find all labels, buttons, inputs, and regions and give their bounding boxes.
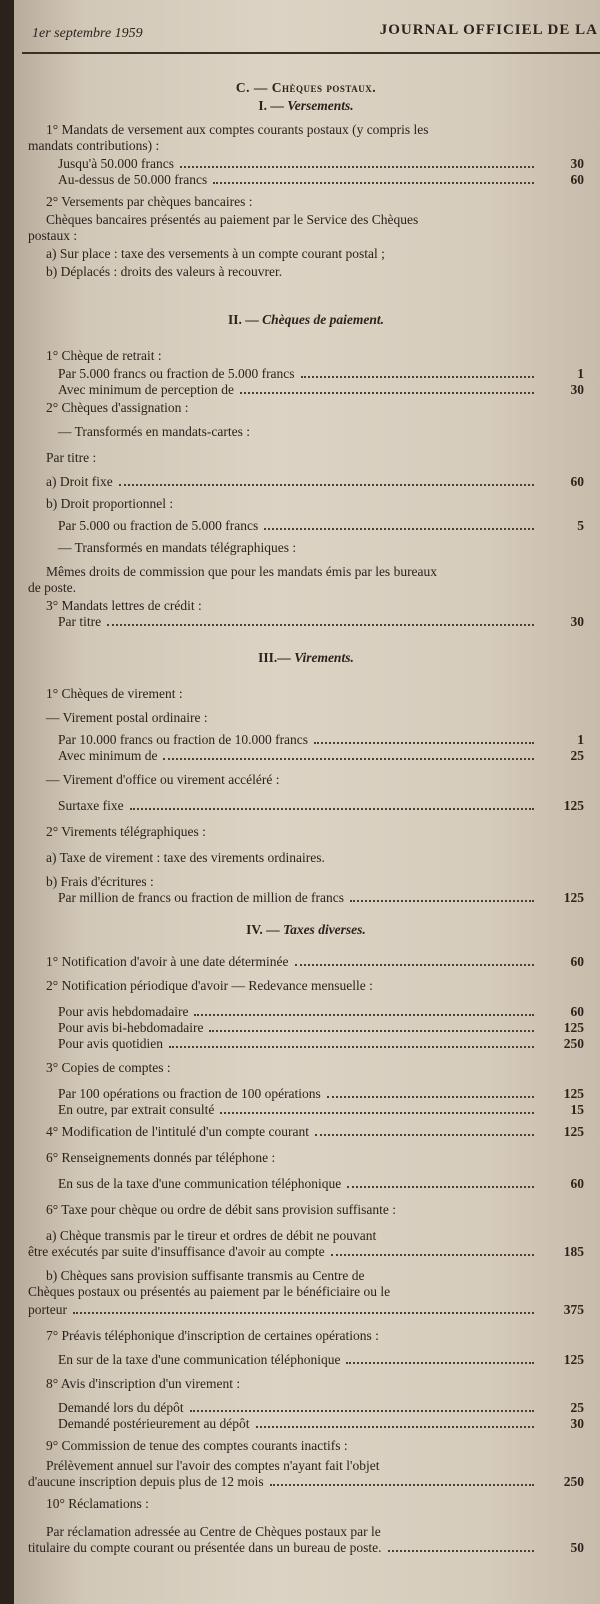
- tariff-entry: Demandé lors du dépôt 25: [58, 1400, 584, 1415]
- tariff-value: 15: [570, 1102, 584, 1117]
- tariff-value: 30: [570, 614, 584, 629]
- tariff-entry: En sus de la taxe d'une communication téléphonique 60: [58, 1176, 584, 1191]
- tariff-entry: Par 5.000 ou fraction de 5.000 francs 5: [58, 518, 584, 533]
- text-line: b) Frais d'écritures :: [46, 874, 154, 889]
- tariff-value: 30: [570, 382, 584, 397]
- tariff-entry: Demandé postérieurement au dépôt 30: [58, 1416, 584, 1431]
- text-line: 7° Préavis téléphonique d'inscription de certaines opérations :: [46, 1328, 379, 1343]
- tariff-value: 250: [563, 1036, 584, 1051]
- text-line: Chèques postaux ou présentés au paiement par le bénéficiaire ou le: [28, 1284, 391, 1299]
- tariff-entry: Avec minimum de 25: [58, 748, 584, 763]
- tariff-value: 125: [563, 1020, 584, 1035]
- text-line: 1° Mandats de versement aux comptes courants postaux (y compris les: [46, 122, 429, 137]
- section-heading-taxes-diverses: IV. — Taxes diverses.: [246, 922, 366, 937]
- tariff-value: 125: [563, 1086, 584, 1101]
- text-line: b) Chèques sans provision suffisante transmis au Centre de: [46, 1268, 365, 1283]
- header-journal-title: JOURNAL OFFICIEL DE LA: [379, 22, 598, 38]
- tariff-value: 60: [570, 474, 584, 489]
- text-line: b) Droit proportionnel :: [46, 496, 174, 511]
- tariff-entry: Par 10.000 francs ou fraction de 10.000 francs 1: [58, 732, 584, 747]
- text-line: b) Déplacés : droits des valeurs à recouvrer.: [46, 264, 283, 279]
- tariff-value: 60: [570, 1176, 584, 1191]
- tariff-value: 125: [563, 798, 584, 813]
- tariff-entry: Pour avis bi-hebdomadaire 125: [58, 1020, 584, 1035]
- section-heading-cheques-paiement: II. — Chèques de paiement.: [227, 312, 384, 327]
- tariff-value: 60: [570, 172, 584, 187]
- text-line: 2° Notification périodique d'avoir — Redevance mensuelle :: [46, 978, 373, 993]
- tariff-value: 375: [563, 1302, 584, 1317]
- text-line: 10° Réclamations :: [46, 1496, 149, 1511]
- text-line: 2° Chèques d'assignation :: [46, 400, 189, 415]
- text-line: 1° Chèque de retrait :: [46, 348, 162, 363]
- tariff-value: 30: [570, 156, 584, 171]
- text-line: a) Sur place : taxe des versements à un compte courant postal ;: [46, 246, 385, 261]
- tariff-entry: d'aucune inscription depuis plus de 12 mois 250: [28, 1474, 584, 1489]
- tariff-entry: En outre, par extrait consulté 15: [58, 1102, 584, 1117]
- tariff-value: 60: [570, 954, 584, 969]
- text-line: 6° Taxe pour chèque ou ordre de débit sans provision suffisante :: [46, 1202, 396, 1217]
- text-line: — Virement postal ordinaire :: [46, 710, 208, 725]
- text-line: a) Chèque transmis par le tireur et ordres de débit ne pouvant: [46, 1228, 377, 1243]
- text-line: 2° Virements télégraphiques :: [46, 824, 206, 839]
- header-date: 1er septembre 1959: [32, 26, 143, 41]
- tariff-value: 1: [577, 732, 584, 747]
- tariff-entry: être exécutés par suite d'insuffisance d'avoir au compte 185: [28, 1244, 584, 1259]
- tariff-value: 50: [570, 1540, 584, 1555]
- tariff-value: 60: [570, 1004, 584, 1019]
- tariff-value: 250: [563, 1474, 584, 1489]
- header-rule: [22, 52, 600, 54]
- tariff-value: 125: [563, 1352, 584, 1367]
- tariff-entry: Par titre 30: [58, 614, 584, 629]
- text-line: 1° Chèques de virement :: [46, 686, 183, 701]
- tariff-entry: Avec minimum de perception de 30: [58, 382, 584, 397]
- tariff-entry: Au-dessus de 50.000 francs 60: [58, 172, 584, 187]
- tariff-entry: 4° Modification de l'intitulé d'un compte courant 125: [46, 1124, 584, 1139]
- section-heading-virements: III.— Virements.: [258, 650, 354, 665]
- text-line: Chèques bancaires présentés au paiement par le Service des Chèques: [46, 212, 419, 227]
- text-line: — Transformés en mandats télégraphiques :: [58, 540, 297, 555]
- text-line: a) Taxe de virement : taxe des virements ordinaires.: [46, 850, 325, 865]
- text-line: 3° Copies de comptes :: [46, 1060, 171, 1075]
- text-line: Mêmes droits de commission que pour les mandats émis par les bureaux: [46, 564, 438, 579]
- document-page: [14, 0, 600, 1604]
- tariff-entry: Par million de francs ou fraction de million de francs 125: [58, 890, 584, 905]
- tariff-value: 5: [577, 518, 584, 533]
- text-line: 8° Avis d'inscription d'un virement :: [46, 1376, 241, 1391]
- tariff-entry: Pour avis quotidien 250: [58, 1036, 584, 1051]
- tariff-entry: Jusqu'à 50.000 francs 30: [58, 156, 584, 171]
- tariff-value: 25: [570, 748, 584, 763]
- text-line: Par réclamation adressée au Centre de Chèques postaux par le: [46, 1524, 381, 1539]
- tariff-entry: Par 100 opérations ou fraction de 100 opérations 125: [58, 1086, 584, 1101]
- text-line: de poste.: [28, 580, 76, 595]
- tariff-entry: porteur 375: [28, 1302, 584, 1317]
- text-line: 6° Renseignements donnés par téléphone :: [46, 1150, 276, 1165]
- text-line: 9° Commission de tenue des comptes courants inactifs :: [46, 1438, 348, 1453]
- text-line: 3° Mandats lettres de crédit :: [46, 598, 202, 613]
- running-header: [32, 22, 600, 46]
- text-line: mandats contributions) :: [28, 138, 160, 153]
- text-line: — Transformés en mandats-cartes :: [58, 424, 250, 439]
- tariff-entry: 1° Notification d'avoir à une date déterminée 60: [46, 954, 584, 969]
- tariff-entry: Par 5.000 francs ou fraction de 5.000 francs 1: [58, 366, 584, 381]
- tariff-entry: Pour avis hebdomadaire 60: [58, 1004, 584, 1019]
- text-line: postaux :: [28, 228, 78, 243]
- tariff-entry: Surtaxe fixe 125: [58, 798, 584, 813]
- tariff-entry: titulaire du compte courant ou présentée dans un bureau de poste. 50: [28, 1540, 584, 1555]
- text-line: — Virement d'office ou virement accéléré :: [46, 772, 280, 787]
- main-title: C. — Chèques postaux.: [235, 80, 377, 95]
- tariff-entry: a) Droit fixe 60: [46, 474, 584, 489]
- tariff-entry: En sur de la taxe d'une communication téléphonique 125: [58, 1352, 584, 1367]
- tariff-value: 125: [563, 1124, 584, 1139]
- text-line: Prélèvement annuel sur l'avoir des comptes n'ayant fait l'objet: [46, 1458, 380, 1473]
- tariff-value: 25: [570, 1400, 584, 1415]
- tariff-value: 30: [570, 1416, 584, 1431]
- tariff-value: 185: [563, 1244, 584, 1259]
- tariff-value: 125: [563, 890, 584, 905]
- text-line: Par titre :: [46, 450, 97, 465]
- tariff-value: 1: [577, 366, 584, 381]
- text-line: 2° Versements par chèques bancaires :: [46, 194, 253, 209]
- section-heading-versements: I. — Versements.: [258, 98, 354, 113]
